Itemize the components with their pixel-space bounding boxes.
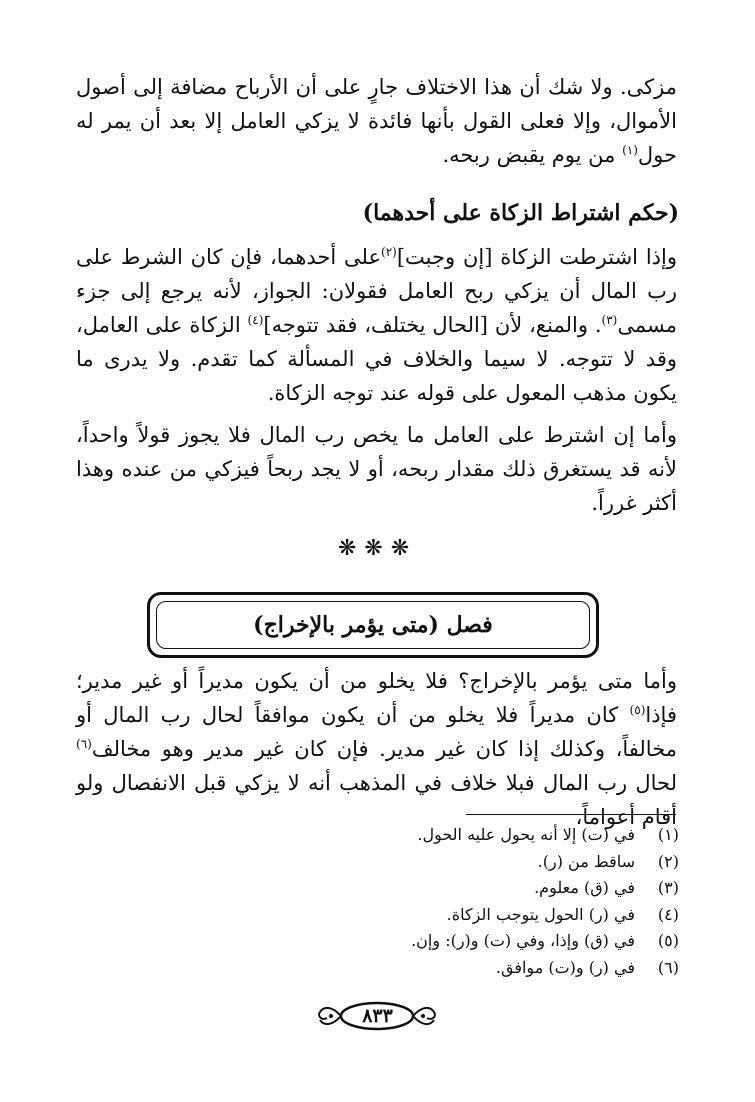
footnote-ref-3: (٣) — [601, 313, 618, 327]
footnotes-list — [139, 822, 679, 982]
footnote-1: (١)في (ت) إلا أنه يحول عليه الحول. — [417, 825, 679, 844]
section-title-frame — [147, 592, 599, 658]
paragraph-3: وأما إن اشترط على العامل ما يخص رب المال فلا يجوز قولاً واحداً، لأنه قد يستغرق ذلك مقدار ربحه، أو لا يجد ربحاً فيزكي من عنده وهذا أكثر غرراً. — [76, 423, 677, 515]
section-title: فصل (متى يؤمر بالإخراج) — [253, 612, 493, 638]
stars-separator: ❋❋❋ — [337, 536, 418, 561]
footnote-2: (٢)ساقط من (ر). — [537, 851, 679, 871]
footnote-ref-5: (٥) — [629, 703, 646, 717]
section-heading: (حكم اشتراط الزكاة على أحدهما) — [362, 200, 679, 226]
section-title-inner-frame — [156, 601, 590, 649]
footnote-ref-2: (٢) — [381, 245, 397, 259]
footnote-ref-1: (١) — [622, 143, 638, 157]
paragraph-1: مزكى. ولا شك أن هذا الاختلاف جارٍ على أن الأرباح مضافة إلى أصول الأموال، وإلا فعلى القول بأنها فائدة لا يزكي العامل إلا بعد أن يمر له حول$^{(١)}$ من يوم يقبض ربحه. — [76, 75, 677, 167]
footnote-6: (٦)في (ر) و(ت) موافق. — [495, 957, 679, 977]
page-number: ٨٣٣ — [362, 1005, 393, 1027]
footnote-separator — [466, 814, 676, 815]
paragraph-2: وإذا اشترطت الزكاة [إن وجبت]$^{(٢)}$على أحدهما، فإن كان الشرط على رب المال أن يزكي ربح العامل فقولان: الجواز، لأنه يرجع إلى جزء مسمى$^{(٣)}$. والمنع، لأن [الحال يختلف، فقد تتوجه]$^{(٤)}$ الزكاة على العامل، وقد لا تتوجه. لا سيما والخلاف في المسألة كما تقدم. ولا يدرى ما يكون مذهب المعول على قوله عند توجه الزكاة. — [76, 245, 677, 405]
footnote-3: (٣)في (ق) معلوم. — [534, 878, 679, 898]
footnote-4: (٤)في (ر) الحول يتوجب الزكاة. — [446, 904, 679, 924]
footnote-ref-4: (٤) — [247, 313, 264, 327]
page-number-area — [0, 996, 755, 1036]
footnote-ref-6: (٦) — [76, 737, 92, 751]
paragraph-4: وأما متى يؤمر بالإخراج؟ فلا يخلو من أن يكون مديراً أو غير مدير؛ فإذا$^{(٥)}$ كان مديراً فلا يخلو من أن يكون موافقاً لحال رب المال أو مخالفاً، وكذلك إذا كان غير مدير. فإن كان غير مدير وهو مخالف$^{(٦)}$ لحال رب المال فبلا خلاف في المذهب أنه لا يزكي قبل الانفصال ولو أقام أعواماً، — [76, 669, 677, 829]
footnote-5: (٥)في (ق) وإذا، وفي (ت) و(ر): وإن. — [411, 931, 679, 951]
